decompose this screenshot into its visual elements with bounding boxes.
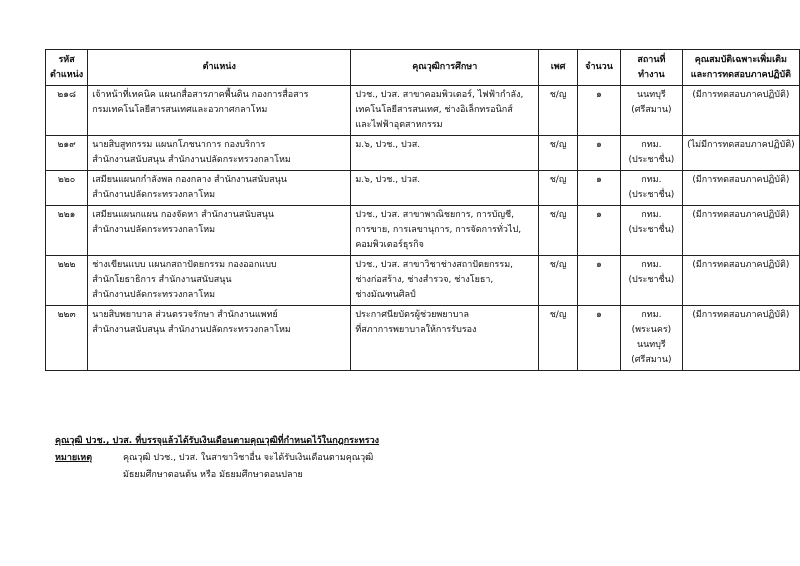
cell-education-line: ช่างก่อสร้าง, ช่างสำรวจ, ช่างโยธา, [355, 275, 494, 285]
remark-label: หมายเหตุ [55, 453, 93, 463]
cell-location-line: กทม. [641, 310, 662, 320]
cell-gender: ช/ญ [539, 256, 578, 306]
cell-education [351, 256, 539, 306]
cell-location-line: (พระนคร) [631, 325, 672, 335]
cell-position-line: สำนักงานสนับสนุน สำนักงานปลัดกระทรวงกลาโหม [92, 325, 291, 335]
header-line: ทำงาน [638, 69, 665, 80]
cell-location-line: นนทบุรี [636, 90, 666, 100]
cell-gender: ช/ญ [539, 206, 578, 256]
cell-location [621, 136, 683, 171]
cell-location-line: กทม. [641, 175, 662, 185]
cell-education-line: ม.๖, ปวช., ปวส. [355, 175, 421, 185]
cell-code: ๒๒๑ [46, 206, 88, 256]
cell-position [88, 171, 351, 206]
cell-count: ๑ [578, 256, 621, 306]
table-row [46, 256, 800, 306]
cell-location-line: (ประชาชื่น) [628, 190, 675, 200]
cell-location-line: กทม. [641, 260, 662, 270]
cell-education-line: คอมพิวเตอร์ธุรกิจ [355, 240, 424, 250]
header-position [88, 50, 351, 86]
header-requirement [682, 50, 799, 86]
cell-education-line: ปวช., ปวส. สาขาพาณิชยการ, การบัญชี, [355, 210, 514, 220]
cell-code: ๒๑๘ [46, 86, 88, 136]
remark-row [55, 450, 379, 484]
cell-location-line: (ประชาชื่น) [628, 275, 675, 285]
positions-table [45, 49, 800, 371]
cell-education [351, 86, 539, 136]
cell-position [88, 206, 351, 256]
cell-education-line: ประกาศนียบัตรผู้ช่วยพยาบาล [355, 310, 469, 320]
remark-line: คุณวุฒิ ปวช., ปวส. ในสาขาวิชาอื่น จะได้รับเงินเดือนตามคุณวุฒิ [123, 453, 374, 463]
cell-requirement: (มีการทดสอบภาคปฏิบัติ) [682, 256, 799, 306]
cell-position-line: เสมียนแผนกกำลังพล กองกลาง สำนักงานสนับสนุน [92, 175, 287, 185]
table-header-row [46, 50, 800, 86]
cell-education-line: ปวช., ปวส. สาขาคอมพิวเตอร์, ไฟฟ้ากำลัง, [355, 90, 524, 100]
cell-education-line: ปวช., ปวส. สาขาวิชาช่างสถาปัตยกรรม, [355, 260, 514, 270]
table-row [46, 306, 800, 371]
cell-education [351, 306, 539, 371]
cell-location [621, 256, 683, 306]
cell-position [88, 136, 351, 171]
header-location [621, 50, 683, 86]
header-line: เพศ [550, 62, 566, 72]
notes-section [55, 433, 379, 484]
cell-count: ๑ [578, 86, 621, 136]
cell-requirement: (ไม่มีการทดสอบภาคปฏิบัติ) [682, 136, 799, 171]
cell-position-line: นายสิบสูทกรรม แผนกโภชนาการ กองบริการ [92, 140, 266, 150]
header-line: ตำแหน่ง [202, 62, 236, 72]
cell-education [351, 206, 539, 256]
header-line: สถานที่ [637, 54, 666, 65]
cell-code: ๒๒๓ [46, 306, 88, 371]
cell-education [351, 136, 539, 171]
header-code [46, 50, 88, 86]
header-count [578, 50, 621, 86]
cell-location-line: กทม. [641, 210, 662, 220]
table-row [46, 171, 800, 206]
table-row [46, 136, 800, 171]
cell-position-line: สำนักงานสนับสนุน สำนักงานปลัดกระทรวงกลาโหม [92, 155, 291, 165]
cell-position-line: เจ้าหน้าที่เทคนิค แผนกสื่อสารภาคพื้นดิน กองการสื่อสาร [92, 90, 309, 100]
cell-position-line: กรมเทคโนโลยีสารสนเทศและอวกาศกลาโหม [92, 105, 268, 115]
cell-education [351, 171, 539, 206]
header-line: ตำแหน่ง [50, 69, 84, 80]
header-line: และการทดสอบภาคปฏิบัติ [690, 69, 791, 80]
cell-requirement: (มีการทดสอบภาคปฏิบัติ) [682, 306, 799, 371]
cell-location-line: (ประชาชื่น) [628, 155, 675, 165]
table-body [46, 86, 800, 371]
cell-position-line: สำนักงานปลัดกระทรวงกลาโหม [92, 290, 216, 300]
cell-count: ๑ [578, 306, 621, 371]
cell-education-line: เทคโนโลยีสารสนเทศ, ช่างอิเล็กทรอนิกส์ [355, 105, 513, 115]
cell-position [88, 86, 351, 136]
table-row [46, 86, 800, 136]
cell-education-line: ช่างมัณฑนศิลป์ [355, 290, 416, 300]
cell-position-line: ช่างเขียนแบบ แผนกสถาปัตยกรรม กองออกแบบ [92, 260, 277, 270]
table-row [46, 206, 800, 256]
cell-code: ๒๒๒ [46, 256, 88, 306]
cell-education-line: และไฟฟ้าอุตสาหกรรม [355, 120, 443, 130]
cell-location [621, 306, 683, 371]
cell-location-line: (ศรีสมาน) [631, 105, 672, 115]
header-education [351, 50, 539, 86]
cell-gender: ช/ญ [539, 171, 578, 206]
cell-requirement: (มีการทดสอบภาคปฏิบัติ) [682, 86, 799, 136]
cell-position-line: สำนักงานปลัดกระทรวงกลาโหม [92, 225, 216, 235]
remark-text [123, 450, 373, 484]
cell-location-line: (ศรีสมาน) [631, 355, 672, 365]
cell-location [621, 206, 683, 256]
cell-location [621, 86, 683, 136]
header-line: คุณวุฒิการศึกษา [412, 62, 478, 72]
cell-count: ๑ [578, 171, 621, 206]
cell-code: ๒๒๐ [46, 171, 88, 206]
header-line: จำนวน [585, 62, 613, 72]
cell-location-line: (ประชาชื่น) [628, 225, 675, 235]
cell-position [88, 256, 351, 306]
cell-count: ๑ [578, 136, 621, 171]
cell-position-line: สำนักงานปลัดกระทรวงกลาโหม [92, 190, 216, 200]
cell-requirement: (มีการทดสอบภาคปฏิบัติ) [682, 206, 799, 256]
cell-education-line: การขาย, การเลขานุการ, การจัดการทั่วไป, [355, 225, 522, 235]
header-gender [539, 50, 578, 86]
cell-position-line: เสมียนแผนกแผน กองจัดหา สำนักงานสนับสนุน [92, 210, 274, 220]
cell-count: ๑ [578, 206, 621, 256]
cell-gender: ช/ญ [539, 306, 578, 371]
cell-location [621, 171, 683, 206]
header-line: รหัส [58, 54, 75, 65]
cell-gender: ช/ญ [539, 86, 578, 136]
cell-requirement: (มีการทดสอบภาคปฏิบัติ) [682, 171, 799, 206]
cell-education-line: ที่สภาการพยาบาลให้การรับรอง [355, 325, 477, 335]
cell-gender: ช/ญ [539, 136, 578, 171]
cell-position [88, 306, 351, 371]
remark-line: มัธยมศึกษาตอนต้น หรือ มัธยมศึกษาตอนปลาย [123, 470, 303, 480]
cell-position-line: สำนักโยธาธิการ สำนักงานสนับสนุน [92, 275, 232, 285]
cell-location-line: กทม. [641, 140, 662, 150]
cell-location-line: นนทบุรี [636, 340, 666, 350]
cell-position-line: นายสิบพยาบาล ส่วนตรวจรักษา สำนักงานแพทย์ [92, 310, 278, 320]
notes-title: คุณวุฒิ ปวช., ปวส. ที่บรรจุแล้วได้รับเงินเดือนตามคุณวุฒิที่กำหนดไว้ในกฎกระทรวง [55, 436, 380, 446]
cell-code: ๒๑๙ [46, 136, 88, 171]
header-line: คุณสมบัติเฉพาะเพิ่มเติม [694, 54, 787, 65]
cell-education-line: ม.๖, ปวช., ปวส. [355, 140, 421, 150]
